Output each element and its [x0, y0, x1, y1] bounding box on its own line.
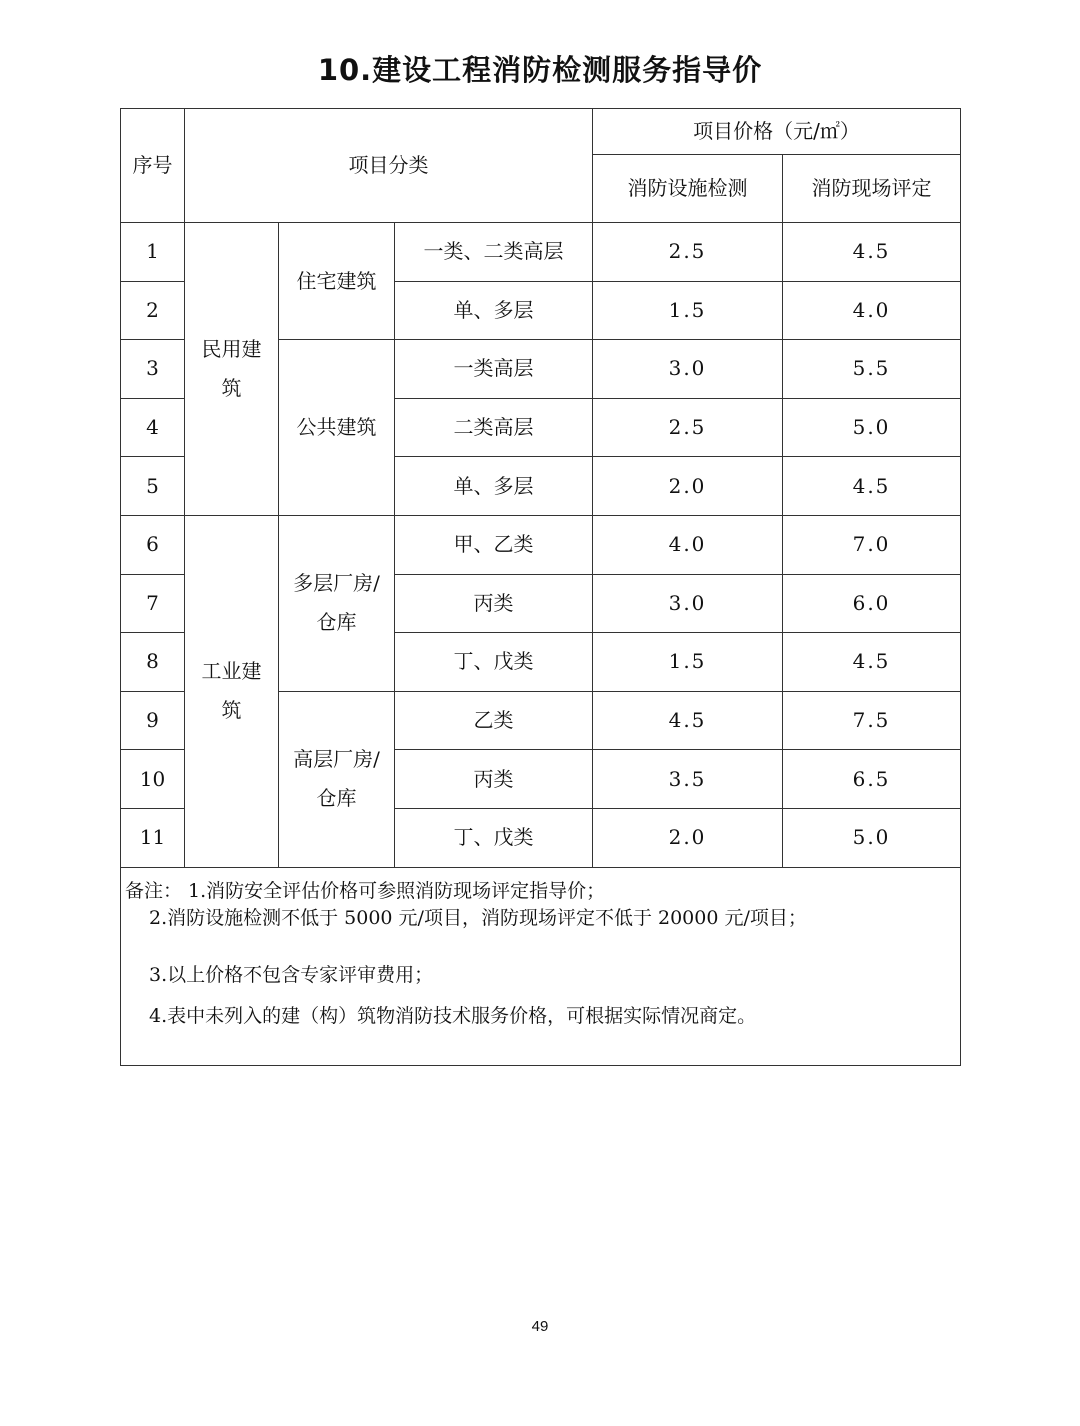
row-site-price: 6.0	[783, 574, 961, 633]
row-seq: 3	[121, 340, 185, 399]
group-public: 公共建筑	[279, 340, 395, 516]
row-seq: 11	[121, 808, 185, 867]
note-1: 备注： 1.消防安全评估价格可参照消防现场评定指导价；	[125, 879, 606, 902]
row-facility-price: 2.0	[593, 457, 783, 516]
row-site-price: 4.5	[783, 457, 961, 516]
row-seq: 2	[121, 281, 185, 340]
row-sub: 丁、戊类	[395, 633, 593, 692]
table-row	[121, 223, 961, 282]
header-facility-inspection: 消防设施检测	[593, 155, 783, 223]
note-4: 4.表中未列入的建（构）筑物消防技术服务价格，可根据实际情况商定。	[149, 1004, 757, 1027]
row-facility-price: 3.5	[593, 750, 783, 809]
row-sub: 丙类	[395, 574, 593, 633]
row-site-price: 7.0	[783, 515, 961, 574]
note-2: 2.消防设施检测不低于 5000 元/项目，消防现场评定不低于 20000 元/项目；	[149, 906, 807, 929]
row-seq: 8	[121, 633, 185, 692]
row-sub: 单、多层	[395, 457, 593, 516]
row-site-price: 5.5	[783, 340, 961, 399]
price-table	[120, 108, 961, 1066]
group-multi-factory	[279, 515, 395, 691]
row-facility-price: 1.5	[593, 281, 783, 340]
row-facility-price: 2.5	[593, 398, 783, 457]
group-civil	[185, 223, 279, 516]
row-sub: 二类高层	[395, 398, 593, 457]
header-category: 项目分类	[185, 109, 593, 223]
header-row-top	[121, 109, 961, 155]
row-site-price: 5.0	[783, 808, 961, 867]
row-facility-price: 3.0	[593, 574, 783, 633]
row-facility-price: 1.5	[593, 633, 783, 692]
row-sub: 单、多层	[395, 281, 593, 340]
row-seq: 9	[121, 691, 185, 750]
row-seq: 4	[121, 398, 185, 457]
group-high-factory-label: 高层厂房/仓库	[293, 747, 380, 811]
header-price-group: 项目价格（元/㎡）	[593, 109, 961, 155]
group-industrial-label: 工业建筑	[201, 659, 262, 723]
row-seq: 1	[121, 223, 185, 282]
row-seq: 6	[121, 515, 185, 574]
row-seq: 5	[121, 457, 185, 516]
page-title: 10.建设工程消防检测服务指导价	[317, 53, 763, 87]
row-sub: 甲、乙类	[395, 515, 593, 574]
row-sub: 一类、二类高层	[395, 223, 593, 282]
table-row	[121, 515, 961, 574]
row-site-price: 4.5	[783, 633, 961, 692]
notes-cell	[121, 867, 961, 1065]
row-seq: 10	[121, 750, 185, 809]
group-civil-label: 民用建筑	[201, 336, 262, 400]
page-number: 49	[531, 1318, 549, 1335]
group-residential: 住宅建筑	[279, 223, 395, 340]
row-site-price: 6.5	[783, 750, 961, 809]
row-seq: 7	[121, 574, 185, 633]
row-facility-price: 3.0	[593, 340, 783, 399]
row-facility-price: 2.5	[593, 223, 783, 282]
group-multi-factory-label: 多层厂房/仓库	[293, 571, 380, 635]
row-site-price: 4.0	[783, 281, 961, 340]
row-sub: 丙类	[395, 750, 593, 809]
group-industrial	[185, 515, 279, 867]
notes-row	[121, 867, 961, 1065]
row-site-price: 7.5	[783, 691, 961, 750]
row-site-price: 5.0	[783, 398, 961, 457]
row-facility-price: 4.0	[593, 515, 783, 574]
row-site-price: 4.5	[783, 223, 961, 282]
header-seq: 序号	[121, 109, 185, 223]
row-facility-price: 4.5	[593, 691, 783, 750]
group-high-factory	[279, 691, 395, 867]
row-facility-price: 2.0	[593, 808, 783, 867]
header-site-assessment: 消防现场评定	[783, 155, 961, 223]
row-sub: 乙类	[395, 691, 593, 750]
row-sub: 丁、戊类	[395, 808, 593, 867]
note-3: 3.以上价格不包含专家评审费用；	[149, 963, 434, 986]
row-sub: 一类高层	[395, 340, 593, 399]
